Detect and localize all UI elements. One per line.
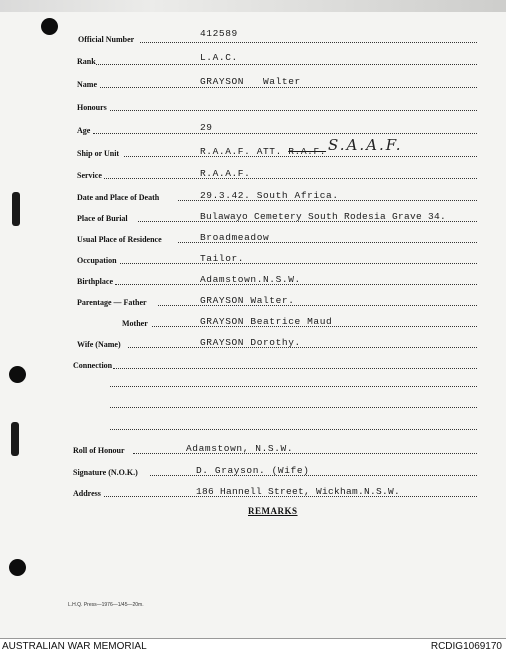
row-occupation bbox=[0, 249, 506, 267]
value-wife: GRAYSON Dorothy. bbox=[200, 337, 301, 348]
archive-id: RCDIG1069170 bbox=[430, 641, 502, 652]
label-service: Service bbox=[77, 171, 102, 180]
dotted-line bbox=[110, 386, 477, 387]
archive-name: AUSTRALIAN WAR MEMORIAL bbox=[2, 641, 147, 652]
label-signature-nok: Signature (N.O.K.) bbox=[73, 468, 138, 477]
dotted-line bbox=[133, 453, 477, 454]
value-service: R.A.A.F. bbox=[200, 168, 251, 179]
dotted-line bbox=[110, 407, 477, 408]
value-parentage-father: GRAYSON Walter. bbox=[200, 295, 295, 306]
value-official-number: 412589 bbox=[200, 28, 238, 39]
label-official-number: Official Number bbox=[78, 35, 135, 44]
label-ship-or-unit: Ship or Unit bbox=[77, 149, 120, 158]
row-official-number bbox=[0, 28, 506, 46]
label-rank: Rank bbox=[77, 57, 96, 66]
label-birthplace: Birthplace bbox=[77, 277, 113, 286]
value-usual-residence: Broadmeadow bbox=[200, 232, 270, 243]
row-parentage-father bbox=[0, 291, 506, 309]
value-rank: L.A.C. bbox=[200, 52, 238, 63]
printer-imprint: L.H.Q. Press—1976—1/45—20m. bbox=[68, 602, 144, 608]
dotted-line bbox=[100, 87, 477, 88]
value-occupation: Tailor. bbox=[200, 253, 245, 264]
remarks-heading: REMARKS bbox=[248, 506, 298, 516]
ship-unit-struck: R.A.F. bbox=[288, 146, 327, 157]
row-age bbox=[0, 119, 506, 137]
value-birthplace: Adamstown.N.S.W. bbox=[200, 274, 301, 285]
dotted-line bbox=[96, 64, 477, 65]
value-address: 186 Hannell Street, Wickham.N.S.W. bbox=[196, 486, 401, 497]
label-usual-residence: Usual Place of Residence bbox=[77, 235, 162, 244]
row-address bbox=[0, 482, 506, 500]
handwritten-unit: S.A.A.F. bbox=[328, 136, 403, 154]
label-place-of-burial: Place of Burial bbox=[77, 214, 128, 223]
row-roll-of-honour bbox=[0, 439, 506, 457]
value-date-place-death: 29.3.42. South Africa. bbox=[200, 190, 339, 201]
row-parentage-mother bbox=[0, 312, 506, 330]
row-birthplace bbox=[0, 270, 506, 288]
label-wife: Wife (Name) bbox=[77, 340, 121, 349]
label-parentage-father: Parentage — Father bbox=[77, 298, 147, 307]
row-usual-residence bbox=[0, 228, 506, 246]
scan-top-edge bbox=[0, 0, 506, 12]
row-honours bbox=[0, 96, 506, 114]
row-connection bbox=[0, 354, 506, 372]
dotted-line bbox=[110, 110, 477, 111]
label-parentage-mother: Mother bbox=[122, 319, 148, 328]
label-connection: Connection bbox=[73, 361, 113, 370]
dotted-line bbox=[93, 133, 477, 134]
label-name: Name bbox=[77, 80, 97, 89]
ship-unit-typed: R.A.A.F. ATT. bbox=[200, 146, 282, 157]
row-wife bbox=[0, 333, 506, 351]
value-place-of-burial: Bulawayo Cemetery South Rodesia Grave 34. bbox=[200, 211, 447, 222]
dotted-line bbox=[113, 368, 477, 369]
value-roll-of-honour: Adamstown, N.S.W. bbox=[186, 443, 294, 454]
row-name bbox=[0, 73, 506, 91]
value-ship-or-unit bbox=[200, 146, 326, 157]
dotted-line bbox=[120, 263, 477, 264]
label-address: Address bbox=[73, 489, 101, 498]
label-age: Age bbox=[77, 126, 91, 135]
dotted-line bbox=[104, 178, 477, 179]
label-date-place-death: Date and Place of Death bbox=[77, 193, 160, 202]
row-rank bbox=[0, 50, 506, 68]
label-honours: Honours bbox=[77, 103, 107, 112]
dotted-line bbox=[140, 42, 477, 43]
archive-footer bbox=[0, 638, 506, 655]
row-signature-nok bbox=[0, 461, 506, 479]
label-occupation: Occupation bbox=[77, 256, 117, 265]
value-age: 29 bbox=[200, 122, 213, 133]
value-signature-nok: D. Grayson. (Wife) bbox=[196, 465, 310, 476]
dotted-line bbox=[110, 429, 477, 430]
row-service bbox=[0, 164, 506, 182]
row-place-of-burial bbox=[0, 207, 506, 225]
dotted-line bbox=[128, 347, 477, 348]
punch-hole bbox=[9, 559, 26, 576]
row-ship-or-unit bbox=[0, 136, 506, 160]
value-name: GRAYSON Walter bbox=[200, 76, 301, 87]
value-parentage-mother: GRAYSON Beatrice Maud bbox=[200, 316, 333, 327]
row-date-place-death bbox=[0, 186, 506, 204]
label-roll-of-honour: Roll of Honour bbox=[73, 446, 125, 455]
